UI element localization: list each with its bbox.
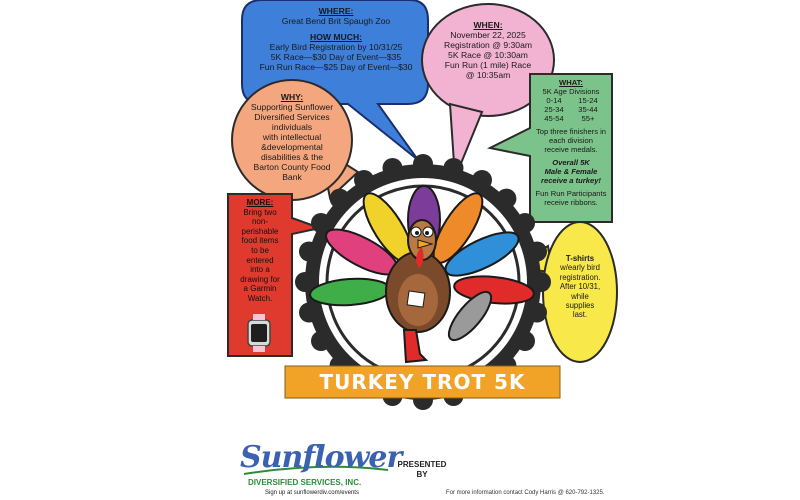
signup-link[interactable]: Sign up at sunflowerdiv.com/events [265,490,359,496]
presented-line: PRESENTED [397,460,447,469]
tshirt-line: last. [572,310,588,320]
more-line: drawing for [240,274,280,284]
age-divisions-title: 5K Age Divisions [542,87,600,96]
tshirt-line: registration. [559,272,601,282]
more-line: food items [241,236,279,246]
why-line: &developmental [261,142,323,152]
more-line: entered [246,255,274,265]
when-line: Fun Run (1 mile) Race [444,60,532,70]
age-division: 55+ [581,114,595,123]
more-line: non- [251,217,268,227]
tshirt-section [546,254,614,320]
turkey-prize-line: Overall 5K [552,158,590,167]
turkey-prize-line: receive a turkey! [541,176,601,185]
when-line: @ 10:35am [465,70,511,80]
when-header: WHEN: [473,20,503,30]
more-line: a Garmin [243,284,277,294]
where-header: WHERE: [318,6,354,16]
why-line: disabilities & the [260,152,324,162]
why-line: Supporting Sunflower [250,102,334,112]
why-line: Bank [282,172,302,182]
more-line: Bring two [243,207,277,217]
age-division-row [532,96,610,105]
more-line: Watch. [247,293,273,303]
age-division: 25-34 [544,105,564,114]
why-section [240,92,344,182]
tshirt-line: After 10/31, [559,282,601,292]
more-line: into a [250,265,270,275]
where-location: Great Bend Brit Spaugh Zoo [281,16,391,26]
tshirt-line: supplies [565,301,595,311]
sunflower-logo: Sunflower [240,440,402,475]
more-line: perishable [241,226,279,236]
medals-line: each division [549,136,593,145]
tshirt-line: while [571,291,589,301]
age-division-row [532,114,610,123]
when-date: November 22, 2025 [450,30,526,40]
what-section [532,78,610,207]
why-line: individuals [271,122,313,132]
when-line: 5K Race @ 10:30am [448,50,528,60]
ribbon-line: receive ribbons. [544,198,598,207]
how-much-header: HOW MUCH: [309,32,363,42]
logo-subtitle: DIVERSIFIED SERVICES, INC. [248,478,362,487]
what-header: WHAT: [559,78,583,87]
tshirt-header: T-shirts [565,254,595,263]
age-division: 45-54 [544,114,564,123]
medals-line: Top three finishers in [535,127,607,136]
more-line: to be [251,245,269,255]
how-much-line: 5K Race—$30 Day of Event—$35 [270,52,402,62]
when-line: Registration @ 9:30am [443,40,533,50]
turkey-prize-line: Male & Female [544,167,598,176]
where-section [246,6,426,72]
more-header: MORE: [246,198,274,207]
age-division: 0-14 [546,96,562,105]
more-section [229,198,291,304]
tshirt-line: w/early bird [560,263,600,273]
when-section [432,20,544,80]
why-line: Barton County Food [253,162,331,172]
how-much-line: Early Bird Registration by 10/31/25 [269,42,403,52]
presented-by [392,460,452,480]
why-line: with intellectual [262,132,322,142]
ribbon-line: Fun Run Participants [535,189,607,198]
watch-icon [248,314,270,352]
age-division-row [532,105,610,114]
age-division: 35-44 [578,105,598,114]
contact-info: For more information contact Cody Harris @ 620-792-1325. [446,490,605,496]
age-division: 15-24 [578,96,598,105]
why-header: WHY: [280,92,304,102]
presented-line: BY [416,470,428,479]
how-much-line: Fun Run Race—$25 Day of Event—$30 [259,62,413,72]
event-title: TURKEY TROT 5K [319,370,526,394]
why-line: Diversified Services [254,112,330,122]
medals-line: receive medals. [544,145,598,154]
